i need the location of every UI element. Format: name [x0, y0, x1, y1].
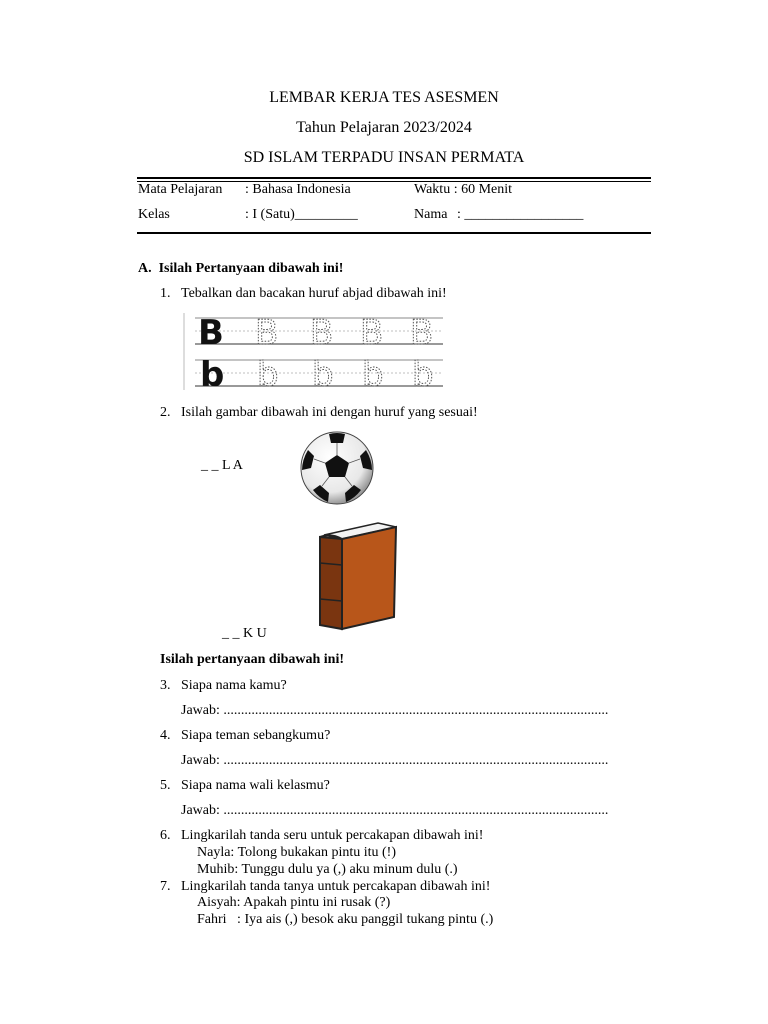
- subject-value: : Bahasa Indonesia: [245, 182, 351, 197]
- q7-text: Lingkarilah tanda tanya untuk percakapan dibawah ini!: [181, 879, 491, 894]
- trace-lower-dotted: b: [412, 355, 434, 392]
- trace-upper-dotted: B: [360, 313, 384, 353]
- class-label: Kelas: [138, 207, 170, 222]
- q6-text: Lingkarilah tanda seru untuk percakapan dibawah ini!: [181, 828, 484, 843]
- class-field[interactable]: : I (Satu)_________: [245, 207, 358, 222]
- q2-text: Isilah gambar dibawah ini dengan huruf yang sesuai!: [181, 405, 478, 420]
- q3-number: 3.: [160, 678, 171, 693]
- school-year: Tahun Pelajaran 2023/2024: [296, 119, 472, 136]
- trace-upper-dotted: B: [255, 313, 279, 353]
- header-rule-bottom: [137, 232, 651, 234]
- worksheet-title: LEMBAR KERJA TES ASESMEN: [269, 89, 499, 106]
- q1-number: 1.: [160, 286, 171, 301]
- q1-text: Tebalkan dan bacakan huruf abjad dibawah ini!: [181, 286, 447, 301]
- trace-upper-solid: B: [198, 313, 224, 353]
- header-rule-top: [137, 177, 651, 179]
- name-field[interactable]: : _________________: [457, 207, 584, 222]
- q6-dialog-line-2: Muhib: Tunggu dulu ya (,) aku minum dulu (.): [197, 862, 458, 877]
- q3-text: Siapa nama kamu?: [181, 678, 287, 693]
- q3-answer-line[interactable]: Jawab: ..............................................................................................................: [181, 703, 609, 718]
- q4-text: Siapa teman sebangkumu?: [181, 728, 331, 743]
- q7-number: 7.: [160, 879, 171, 894]
- name-label: Nama: [414, 207, 448, 222]
- q5-answer-line[interactable]: Jawab: ..............................................................................................................: [181, 803, 609, 818]
- q2-number: 2.: [160, 405, 171, 420]
- section-b-heading: Isilah pertanyaan dibawah ini!: [160, 652, 344, 667]
- book-icon: [316, 519, 398, 631]
- q7-dialog-line-2: Fahri : Iya ais (,) besok aku panggil tukang pintu (.): [197, 912, 494, 927]
- trace-lower-dotted: b: [312, 355, 334, 392]
- book-answer-blank[interactable]: _ _ K U: [222, 626, 267, 641]
- school-name: SD ISLAM TERPADU INSAN PERMATA: [243, 149, 525, 166]
- letter-tracing-image: [181, 311, 447, 392]
- q6-dialog-line-1: Nayla: Tolong bukakan pintu itu (!): [197, 845, 397, 860]
- q6-number: 6.: [160, 828, 171, 843]
- trace-lower-dotted: b: [362, 355, 384, 392]
- subject-label: Mata Pelajaran: [138, 182, 223, 197]
- trace-lower-dotted: b: [257, 355, 279, 392]
- trace-lower-solid: b: [200, 355, 225, 392]
- q5-text: Siapa nama wali kelasmu?: [181, 778, 330, 793]
- time-label: Waktu : 60 Menit: [414, 182, 513, 197]
- ball-answer-blank[interactable]: _ _ L A: [201, 458, 243, 473]
- q4-answer-line[interactable]: Jawab: ..............................................................................................................: [181, 753, 609, 768]
- trace-upper-dotted: B: [410, 313, 434, 353]
- soccer-ball-icon: [299, 430, 375, 506]
- section-a-heading: A. Isilah Pertanyaan dibawah ini!: [138, 261, 344, 276]
- q4-number: 4.: [160, 728, 171, 743]
- q5-number: 5.: [160, 778, 171, 793]
- q7-dialog-line-1: Aisyah: Apakah pintu ini rusak (?): [197, 895, 391, 910]
- trace-upper-dotted: B: [310, 313, 334, 353]
